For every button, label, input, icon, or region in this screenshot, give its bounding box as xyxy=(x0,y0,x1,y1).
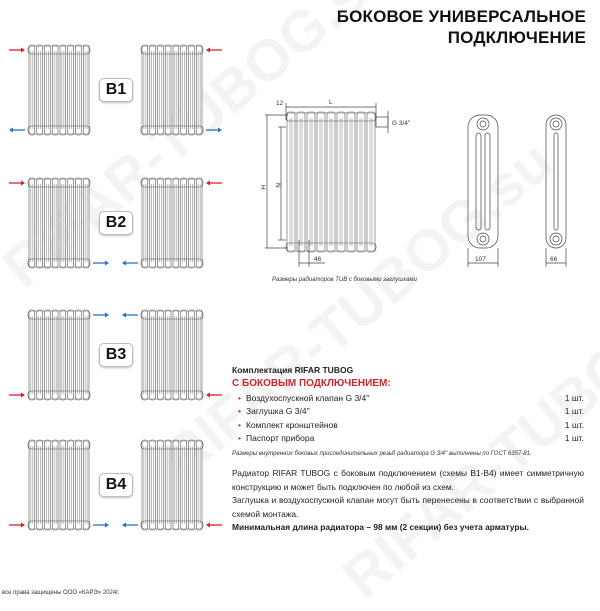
kit-subheading: С БОКОВЫМ ПОДКЛЮЧЕНИЕМ: xyxy=(232,378,391,389)
description-p3: Минимальная длина радиатора – 98 мм (2 секции) без учета арматуры. xyxy=(232,522,529,532)
return-arrow-icon xyxy=(206,128,222,133)
supply-arrow-icon xyxy=(206,48,222,53)
return-arrow-icon xyxy=(122,313,138,318)
radiator-left xyxy=(28,45,90,135)
kit-item-name: Комплект кронштейнов xyxy=(245,419,338,430)
radiator-right xyxy=(141,310,203,400)
return-arrow-icon xyxy=(93,313,109,318)
bullet-icon: • xyxy=(238,392,241,403)
dim-N: N xyxy=(274,183,281,188)
scheme-label-b4: B4 xyxy=(99,473,133,497)
dim-12: 12 xyxy=(276,100,284,107)
dim-107: 107 xyxy=(475,256,486,263)
kit-item xyxy=(232,393,584,403)
description-p1: Радиатор RIFAR TUBOG с боковым подключением (схемы В1-В4) имеет симметричную конструкцию и может быть подключен по любой из схем. xyxy=(232,468,584,492)
kit-item xyxy=(232,433,584,443)
supply-arrow-icon xyxy=(9,181,25,186)
return-arrow-icon xyxy=(9,128,25,133)
supply-arrow-icon xyxy=(9,393,25,398)
supply-arrow-icon xyxy=(206,523,222,528)
radiator-right xyxy=(141,178,203,268)
kit-item xyxy=(232,420,584,430)
dim-H: H xyxy=(259,185,266,190)
title-line-2: ПОДКЛЮЧЕНИЕ xyxy=(447,28,586,47)
title-line-1: БОКОВОЕ УНИВЕРСАЛЬНОЕ xyxy=(336,7,586,26)
radiator-left xyxy=(28,440,90,530)
dim-L: L xyxy=(329,99,333,106)
supply-arrow-icon xyxy=(206,181,222,186)
radiator-right xyxy=(141,440,203,530)
return-arrow-icon xyxy=(93,261,109,266)
radiator-front-view xyxy=(286,112,376,252)
kit-item-qty: 1 шт. xyxy=(564,419,584,430)
copyright: все права защищены ООО «КАРЭ» 2024г. xyxy=(2,590,120,596)
kit-item-qty: 1 шт. xyxy=(564,433,584,443)
page-title xyxy=(337,6,586,48)
scheme-label-b3: B3 xyxy=(99,343,133,367)
radiator-side-view-2col xyxy=(546,115,566,248)
return-arrow-icon xyxy=(122,261,138,266)
kit-item-qty: 1 шт. xyxy=(564,406,584,416)
radiator-right xyxy=(141,45,203,135)
kit-item-name: Паспорт прибора xyxy=(245,433,315,443)
bullet-icon: • xyxy=(238,419,241,430)
dim-thread: G 3/4'' xyxy=(392,120,411,127)
return-arrow-icon xyxy=(122,523,138,528)
kit-item xyxy=(232,406,584,416)
kit-heading: Комплектация RIFAR TUBOG xyxy=(232,365,354,375)
bullet-icon: • xyxy=(238,406,241,416)
radiator-side-view-3col xyxy=(468,115,498,248)
supply-arrow-icon xyxy=(9,48,25,53)
supply-arrow-icon xyxy=(206,393,222,398)
drawing-caption: Размеры радиаторов TUB с боковыми заглушками xyxy=(272,277,417,283)
radiator-left xyxy=(28,310,90,400)
dim-66: 66 xyxy=(550,256,558,263)
dimension-drawing xyxy=(250,90,590,275)
return-arrow-icon xyxy=(93,523,109,528)
scheme-label-b2: B2 xyxy=(99,211,133,235)
description xyxy=(232,467,584,535)
kit-item-name: Воздухоспускной клапан G 3/4'' xyxy=(245,392,370,403)
kit-item-name: Заглушка G 3/4'' xyxy=(245,406,310,416)
supply-arrow-icon xyxy=(9,523,25,528)
dim-46: 46 xyxy=(314,256,322,263)
kit-section xyxy=(232,365,584,457)
radiator-left xyxy=(28,178,90,268)
description-p2: Заглушка и воздухоспускной клапан могут быть перенесены в соответствии с выбранной схемой монтажа. xyxy=(232,495,584,519)
bullet-icon: • xyxy=(238,433,241,443)
kit-item-qty: 1 шт. xyxy=(564,392,584,403)
kit-note: Размеры внутренних боковых присоединительных резьб радиатора G 3/4'' выполнены по ГОСТ 6357-81. xyxy=(232,451,532,457)
scheme-label-b1: B1 xyxy=(99,78,133,102)
